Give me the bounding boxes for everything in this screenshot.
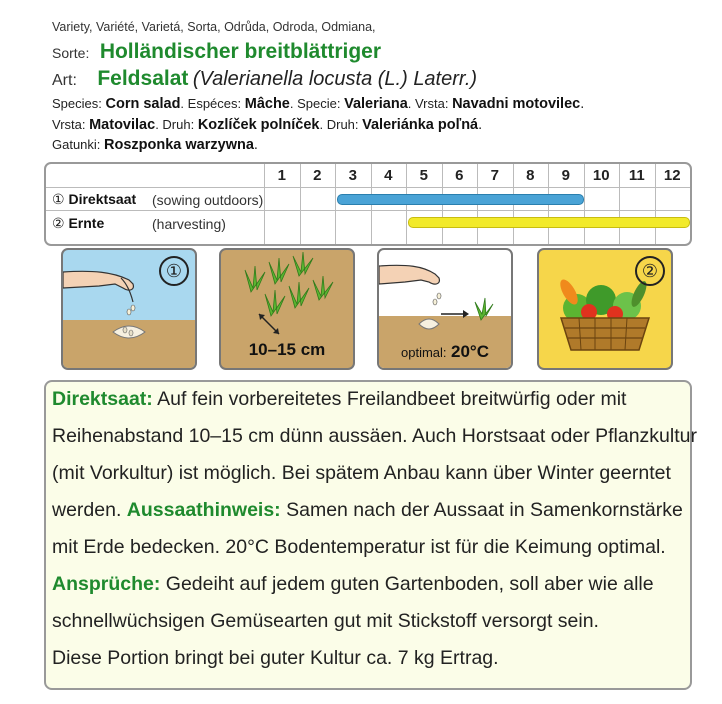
tr-value: Valeriánka poľná <box>362 117 479 133</box>
month-header: 7 <box>490 167 499 184</box>
tr-label: . <box>580 96 585 112</box>
row-title: Direktsaat <box>68 191 137 207</box>
variety-line: Variety, Variété, Varietá, Sorta, Odrůda, Odroda, Odmiana, <box>52 20 376 34</box>
sowing-calendar <box>44 162 692 246</box>
instructions-line-1 <box>52 388 626 411</box>
instructions-line-2: Reihenabstand 10–15 cm dünn aussäen. Auch Horstsaat oder Pflanzkultur <box>52 425 697 447</box>
tr-label: . Druh: <box>319 117 363 132</box>
art-row <box>52 67 477 91</box>
tr-value: Mâche <box>244 96 290 112</box>
tr-value: Valeriana <box>344 96 408 112</box>
translations-line-1 <box>52 96 584 112</box>
step-number-1: ① <box>159 256 189 286</box>
circled-number: ② <box>52 215 65 231</box>
latin-name: (Valerianella locusta (L.) Laterr.) <box>192 68 478 90</box>
optimal-temp: 20°C <box>451 342 489 361</box>
text-span: Auf fein vorbereitetes Freilandbeet breitwürfig oder mit <box>152 388 627 410</box>
tr-label: . Specie: <box>289 96 345 111</box>
panel-sowing-hand <box>61 248 197 370</box>
sowing-period-bar <box>337 194 584 205</box>
circled-number: ① <box>52 191 65 207</box>
month-header: 4 <box>384 167 393 184</box>
tr-value: Matovilac <box>89 117 156 133</box>
row-subtitle: (sowing outdoors) <box>152 192 264 208</box>
tr-label: . <box>253 137 258 153</box>
step-number-2: ② <box>635 256 665 286</box>
tr-value: Roszponka warzywna <box>104 137 254 153</box>
tr-label: . Vrsta: <box>407 96 453 111</box>
text-span: werden. <box>52 499 127 521</box>
tr-value: Navadni motovilec <box>452 96 581 112</box>
instructions-line-3: (mit Vorkultur) ist möglich. Bei spätem Anbau kann über Winter geerntet <box>52 462 671 484</box>
month-header: 2 <box>313 167 322 184</box>
species-name: Feldsalat <box>97 67 189 90</box>
month-header: 9 <box>561 167 570 184</box>
panel-germination <box>377 248 513 370</box>
optimal-label: optimal: <box>401 345 447 360</box>
month-header: 11 <box>628 167 645 184</box>
text-span: Gedeiht auf jedem guten Gartenboden, soll aber wie alle <box>160 573 654 595</box>
month-header: 5 <box>419 167 428 184</box>
tr-label: Gatunki: <box>52 137 105 152</box>
tr-label: . Druh: <box>155 117 198 132</box>
heading-direktsaat: Direktsaat: <box>52 388 153 410</box>
instructions-line-4 <box>52 499 683 522</box>
month-header: 6 <box>455 167 464 184</box>
art-label: Art: <box>52 72 77 89</box>
germination-temp <box>379 342 511 362</box>
translations-line-2 <box>52 117 482 133</box>
panel-harvest-basket <box>537 248 673 370</box>
month-header: 1 <box>277 167 286 184</box>
month-header: 3 <box>348 167 357 184</box>
month-header: 10 <box>592 167 610 184</box>
calendar-row-sowing-label <box>52 191 136 208</box>
tr-value: Kozlíček polníček <box>197 117 320 133</box>
row-spacing-label: 10–15 cm <box>248 340 326 359</box>
tr-label: Species: <box>52 96 106 111</box>
panel-row-spacing <box>219 248 355 370</box>
tr-value: Corn salad <box>105 96 181 112</box>
calendar-row-harvest-label <box>52 215 104 232</box>
tr-label: . <box>478 117 483 133</box>
sorte-row <box>52 40 381 64</box>
month-header: 12 <box>663 167 681 184</box>
translations-line-3 <box>52 137 258 153</box>
harvest-period-bar <box>408 217 690 228</box>
heading-ansprueche: Ansprüche: <box>52 573 161 595</box>
tr-label: . Espéces: <box>180 96 245 111</box>
month-header: 8 <box>526 167 535 184</box>
row-subtitle: (harvesting) <box>152 216 226 232</box>
tr-label: Vrsta: <box>52 117 90 132</box>
heading-aussaathinweis: Aussaathinweis: <box>126 499 281 521</box>
row-title: Ernte <box>68 215 105 231</box>
instructions-line-8: Diese Portion bringt bei guter Kultur ca. 7 kg Ertrag. <box>52 647 499 669</box>
variety-name: Holländischer breitblättriger <box>99 40 382 63</box>
instructions-line-5: mit Erde bedecken. 20°C Bodentemperatur ist für die Keimung optimal. <box>52 536 666 558</box>
instructions-line-6 <box>52 573 654 596</box>
instructions-line-7: schnellwüchsigen Gemüsearten gut mit Stickstoff versorgt sein. <box>52 610 599 632</box>
sorte-label: Sorte: <box>52 45 90 61</box>
text-span: Samen nach der Aussaat in Samenkornstärke <box>280 499 683 521</box>
